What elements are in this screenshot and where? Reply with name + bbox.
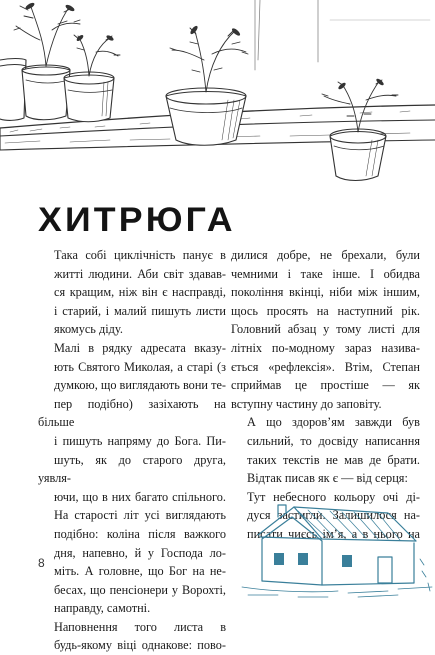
left-text-column bbox=[38, 246, 226, 655]
chapter-title: ХИТРЮГА bbox=[38, 201, 236, 239]
text-line: направду, самотні. bbox=[54, 601, 151, 616]
text-line: літніх по-модному зараз назива- bbox=[231, 340, 420, 355]
text-line: будь-якому віці однакове: пово- bbox=[54, 638, 226, 653]
text-line: шуть, як до старого друга, уявля- bbox=[38, 452, 226, 486]
text-line: дня, напевно, й у Господа ло- bbox=[54, 545, 226, 560]
text-line: пер подібно) зазіхають на більше bbox=[38, 396, 226, 430]
text-line: міть. А головне, що Бог на не- bbox=[54, 564, 226, 579]
text-line: таких текстів не мав де брати. bbox=[247, 452, 420, 467]
text-line: покоління вкінці, ніби між іншим, bbox=[231, 285, 420, 300]
house-illustration bbox=[238, 495, 435, 600]
text-line: сприймав це простіше — як bbox=[231, 378, 420, 393]
text-line: Наповнення того листа в bbox=[54, 619, 226, 634]
text-line: ють Святого Миколая, а старі (з bbox=[54, 359, 226, 374]
text-line: і пишуть напряму до Бога. Пи- bbox=[54, 433, 226, 448]
text-line: сильний, то досвіду написання bbox=[247, 433, 420, 448]
potted-plants-illustration bbox=[0, 0, 435, 195]
text-line: якомусь діду. bbox=[54, 322, 123, 337]
text-line: писати чиєсь ім’я, а в нього на bbox=[247, 526, 420, 541]
text-line: щось просять на наступний рік. bbox=[231, 303, 420, 318]
text-line: і старий, і малий пишуть листи bbox=[54, 303, 226, 318]
text-line: дилися добре, не брехали, були bbox=[231, 248, 420, 262]
paragraph bbox=[38, 339, 226, 618]
text-line: ся кращим, ніж він є насправді, bbox=[54, 285, 226, 300]
text-line: житті людини. Аби світ здавав- bbox=[54, 266, 226, 281]
text-line: Така собі циклічність панує в bbox=[54, 248, 226, 262]
paragraph bbox=[38, 618, 226, 655]
text-line: вступну частину до заповіту. bbox=[231, 396, 382, 411]
text-line: Тут небесного кольору очі ді- bbox=[247, 489, 420, 504]
paragraph bbox=[231, 246, 420, 413]
text-line: думкою, що виглядають вони те- bbox=[54, 378, 226, 393]
paragraph bbox=[38, 246, 226, 339]
page-number: 8 bbox=[38, 556, 45, 570]
text-line: чемними і таке інше. І обидва bbox=[231, 266, 420, 281]
text-line: ється «рефлексія». Втім, Степан bbox=[231, 359, 420, 374]
text-line: Відтак писав як є — від серця: bbox=[247, 471, 408, 486]
text-line: ючи, що в них багато спільного. bbox=[54, 489, 226, 504]
paragraph bbox=[231, 413, 420, 487]
text-line: Головний абзац у тому листі для bbox=[231, 322, 420, 337]
text-line: подібно: коліна після важкого bbox=[54, 526, 226, 541]
text-line: А що здоров’ям завжди був bbox=[247, 415, 420, 430]
text-line: Малі в рядку адресата вказу- bbox=[54, 340, 226, 355]
text-line: бесах, що пенсіонери у Ворохті, bbox=[54, 582, 226, 597]
text-line: дуся застигли. Залишилося на- bbox=[247, 508, 420, 523]
text-line: На старості літ усі виглядають bbox=[54, 508, 226, 523]
